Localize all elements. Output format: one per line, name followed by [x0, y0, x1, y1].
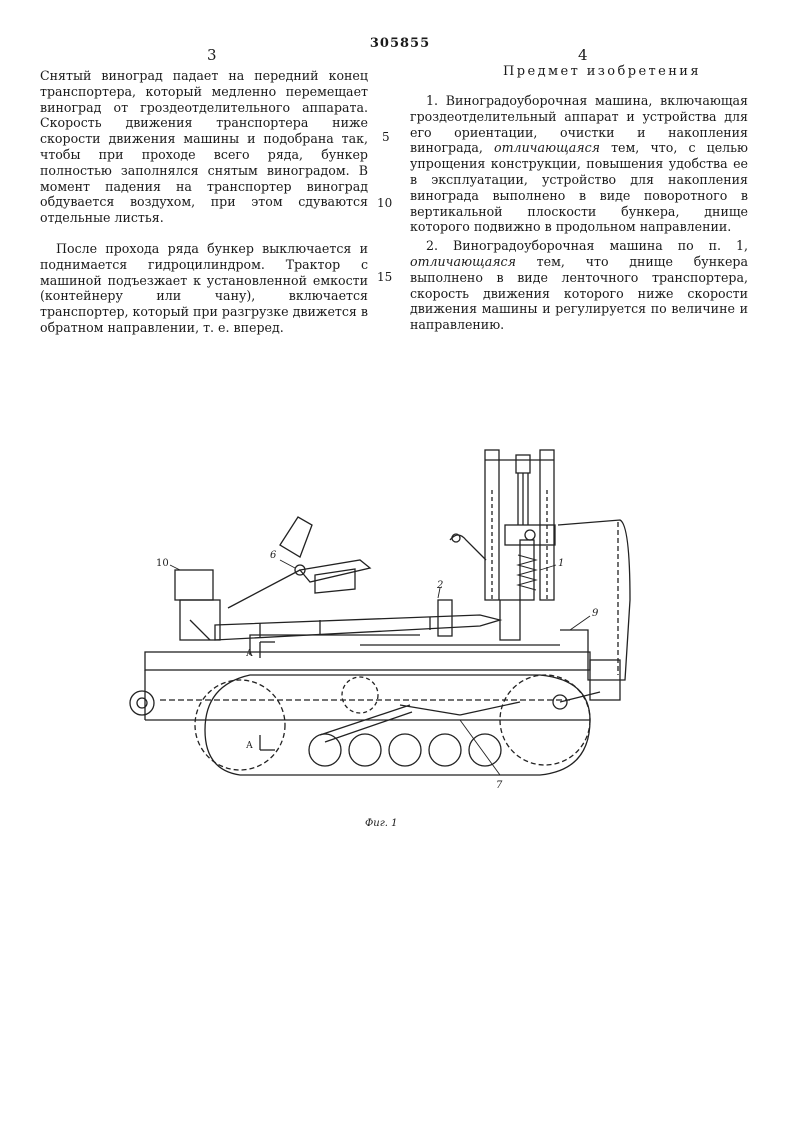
label-7: 7	[496, 780, 503, 791]
line-number-10: 10	[377, 196, 393, 210]
label-10: 10	[156, 558, 169, 569]
claim-2-italic: отличающаяся	[410, 253, 516, 269]
right-column	[410, 93, 748, 348]
label-section-a-bottom: А	[246, 741, 253, 751]
claim-2-end: тем, что днище бункера выполнено в виде ленточного транспортера, скорость движения которого ниже скорости движения машины и регулируется по величине и направлению.	[410, 253, 748, 333]
claim-2-start: 2. Виноградоуборочная машина по п. 1,	[426, 238, 748, 254]
main-frame	[145, 635, 590, 720]
label-section-a-top: А	[246, 649, 253, 659]
right-column-number: 4	[578, 46, 588, 64]
crawler-track	[195, 675, 590, 775]
machine-drawing	[120, 430, 640, 810]
claim-1-start: 1. Виноградоуборочная машина, включающая гроздеотделительный аппарат и устройства для его ориентации, очистки и накопления винограда,	[410, 93, 748, 156]
left-paragraph-1: Снятый виноград падает на передний конец транспортера, который медленно перемещает виноград от гроздеотделительного аппарата. Скорость движения транспортера ниже скорости движения машины и подобрана так, чтобы при проходе всего ряда, бункер полностью заполнялся снятым виноградом. В момент падения на транспортер виноград обдувается воздухом, при этом сдуваются отдельные листья.	[40, 68, 368, 226]
label-1: 1	[558, 558, 565, 569]
conveyor-tube	[215, 600, 520, 640]
left-column-number: 3	[207, 46, 217, 64]
mast	[450, 450, 555, 600]
leader-lines	[170, 560, 590, 775]
line-number-15: 15	[377, 270, 393, 284]
claims-heading: Предмет изобретения	[503, 64, 701, 79]
left-paragraph-2: После прохода ряда бункер выключается и поднимается гидроцилиндром. Трактор с машиной подъезжает к установленной емкости (контейнеру или чану), включается транспортер, который при разгрузке движется в обратном направлении, т. е. вперед.	[40, 240, 368, 335]
chute	[175, 570, 220, 640]
claim-2	[410, 238, 748, 333]
left-column	[40, 68, 368, 351]
line-number-5: 5	[382, 130, 390, 144]
label-6: 6	[270, 550, 277, 561]
label-2: 2	[437, 580, 444, 591]
figure-caption: Фиг. 1	[365, 818, 398, 829]
front-roller	[130, 691, 154, 715]
claim-1	[410, 93, 748, 235]
patent-number: 305855	[369, 36, 431, 51]
claim-1-end: тем, что, с целью упрощения конструкции, повышения удобства ее в эксплуатации, устройство для накопления винограда выполнено в виде поворотного в вертикальной плоскости бункера, днище которого подвижно в продольном направлении.	[410, 140, 748, 235]
operator-seat	[228, 517, 370, 608]
section-markers	[260, 642, 275, 750]
claim-1-italic: отличающаяся	[494, 140, 600, 156]
label-9: 9	[592, 608, 599, 619]
